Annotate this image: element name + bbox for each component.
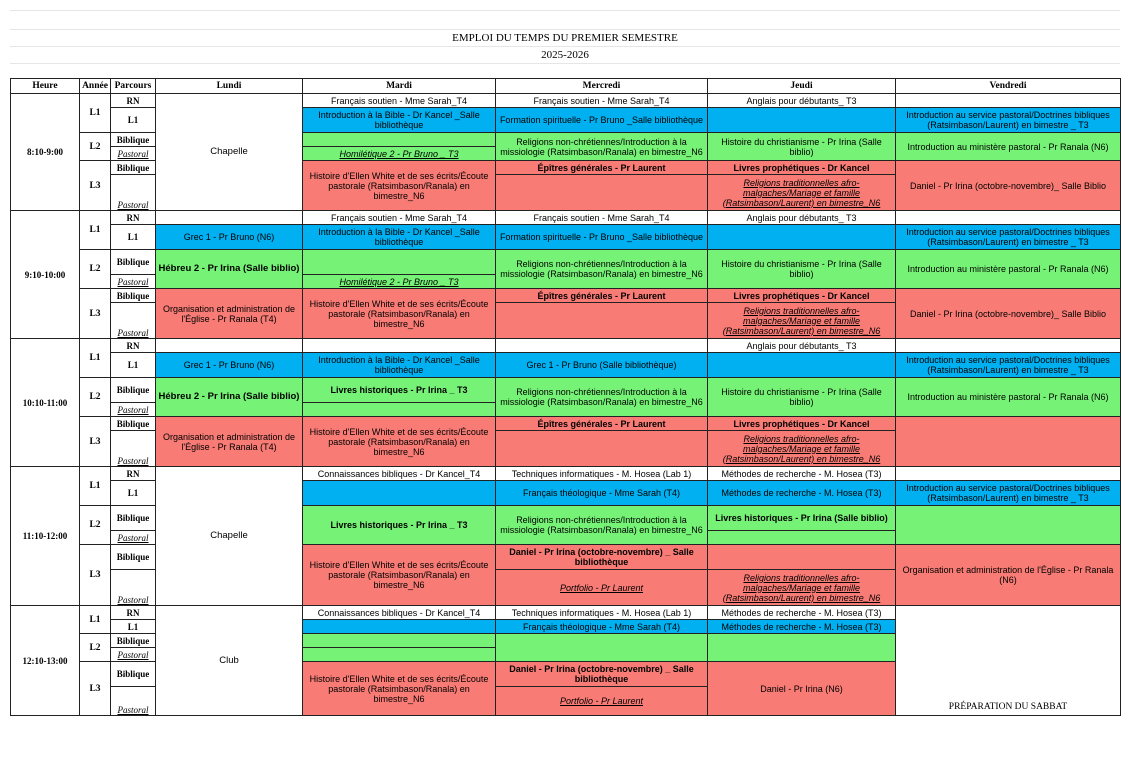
- col-jeudi: Jeudi: [708, 79, 896, 94]
- course-cell: [708, 545, 896, 570]
- course-cell: [496, 303, 708, 339]
- track-cell: Biblique: [111, 289, 156, 303]
- course-cell: Daniel - Pr Irina (octobre-novembre)_ Salle Biblio: [896, 161, 1121, 211]
- col-annee: Année: [80, 79, 111, 94]
- course-cell: [303, 634, 496, 648]
- course-cell: [496, 431, 708, 467]
- track-cell: Biblique: [111, 378, 156, 403]
- table-row: [11, 250, 1121, 275]
- hour-cell: 11:10-12:00: [11, 467, 80, 606]
- course-cell: Formation spirituelle - Pr Bruno _Salle bibliothèque: [496, 225, 708, 250]
- track-cell: Biblique: [111, 250, 156, 275]
- course-cell: Français soutien - Mme Sarah_T4: [496, 94, 708, 108]
- course-cell: Introduction au service pastoral/Doctrines bibliques (Ratsimbason/Laurent) en bimestre _ T3: [896, 225, 1121, 250]
- col-vendredi: Vendredi: [896, 79, 1121, 94]
- table-row: [11, 211, 1121, 225]
- track-cell: Pastoral: [111, 648, 156, 662]
- year-cell: L3: [80, 161, 111, 211]
- course-cell: [896, 211, 1121, 225]
- course-cell: Connaissances bibliques - Dr Kancel_T4: [303, 467, 496, 481]
- table-row: [11, 467, 1121, 481]
- course-cell: Organisation et administration de l'Église - Pr Ranala (T4): [156, 289, 303, 339]
- col-heure: Heure: [11, 79, 80, 94]
- track-cell: Pastoral: [111, 531, 156, 545]
- course-cell: Homilétique 2 - Pr Bruno _ T3: [303, 275, 496, 289]
- course-cell: Histoire d'Ellen White et de ses écrits/Écoute pastorale (Ratsimbason/Ranala) en bimestre_N6: [303, 662, 496, 716]
- course-cell: Religions traditionnelles afro-malgaches/Mariage et famille (Ratsimbason/Laurent) en bimestre_N6: [708, 431, 896, 467]
- track-cell: L1: [111, 620, 156, 634]
- track-cell: Pastoral: [111, 175, 156, 211]
- year-cell: L2: [80, 250, 111, 289]
- course-cell: Religions traditionnelles afro-malgaches/Mariage et famille (Ratsimbason/Laurent) en bimestre_N6: [708, 303, 896, 339]
- table-row: [11, 94, 1121, 108]
- col-parcours: Parcours: [111, 79, 156, 94]
- track-cell: Biblique: [111, 662, 156, 687]
- course-cell: Connaissances bibliques - Dr Kancel_T4: [303, 606, 496, 620]
- course-cell: Religions non-chrétiennes/Introduction à la missiologie (Ratsimbason/Ranala) en bimestre_N6: [496, 506, 708, 545]
- table-row: [11, 289, 1121, 303]
- course-cell: Religions non-chrétiennes/Introduction à la missiologie (Ratsimbason/Ranala) en bimestre_N6: [496, 378, 708, 417]
- year-cell: L1: [80, 211, 111, 250]
- course-cell: Méthodes de recherche - M. Hosea (T3): [708, 606, 896, 620]
- course-cell: Introduction à la Bible - Dr Kancel _Salle bibliothèque: [303, 353, 496, 378]
- track-cell: Pastoral: [111, 303, 156, 339]
- track-cell: Pastoral: [111, 403, 156, 417]
- course-cell: Introduction au ministère pastoral - Pr Ranala (N6): [896, 378, 1121, 417]
- track-cell: Pastoral: [111, 687, 156, 716]
- table-row: [11, 225, 1121, 250]
- lundi-cell: Chapelle: [156, 467, 303, 606]
- course-cell: Méthodes de recherche - M. Hosea (T3): [708, 467, 896, 481]
- year-cell: L3: [80, 417, 111, 467]
- course-cell: [303, 648, 496, 662]
- year-cell: L3: [80, 662, 111, 716]
- course-cell: [896, 94, 1121, 108]
- course-cell: Religions traditionnelles afro-malgaches/Mariage et famille (Ratsimbason/Laurent) en bimestre_N6: [708, 175, 896, 211]
- schedule-year: 2025-2026: [10, 46, 1120, 64]
- header-row: [11, 79, 1121, 94]
- track-cell: Biblique: [111, 634, 156, 648]
- course-cell: Méthodes de recherche - M. Hosea (T3): [708, 620, 896, 634]
- course-cell: Techniques informatiques - M. Hosea (Lab 1): [496, 467, 708, 481]
- course-cell: Daniel - Pr Irina (octobre-novembre) _ Salle bibliothèque: [496, 662, 708, 687]
- year-cell: L1: [80, 339, 111, 378]
- track-cell: Biblique: [111, 506, 156, 531]
- col-mercredi: Mercredi: [496, 79, 708, 94]
- course-cell: Histoire du christianisme - Pr Irina (Salle biblio): [708, 133, 896, 161]
- course-cell: Français théologique - Mme Sarah (T4): [496, 620, 708, 634]
- course-cell: [708, 353, 896, 378]
- course-cell: Daniel - Pr Irina (N6): [708, 662, 896, 716]
- track-cell: Biblique: [111, 161, 156, 175]
- course-cell: [708, 634, 896, 662]
- header-spacer-1: [10, 10, 1120, 30]
- course-cell: Épîtres générales - Pr Laurent: [496, 289, 708, 303]
- course-cell: Anglais pour débutants_ T3: [708, 211, 896, 225]
- year-cell: L3: [80, 289, 111, 339]
- course-cell: Portfolio - Pr Laurent: [496, 570, 708, 606]
- track-cell: RN: [111, 467, 156, 481]
- year-cell: L2: [80, 506, 111, 545]
- course-cell: Livres historiques - Pr Irina (Salle biblio): [708, 506, 896, 531]
- course-cell: [303, 339, 496, 353]
- course-cell: [708, 225, 896, 250]
- hour-cell: 8:10-9:00: [11, 94, 80, 211]
- year-cell: L2: [80, 378, 111, 417]
- lundi-cell: Chapelle: [156, 94, 303, 211]
- course-cell: Religions non-chrétiennes/Introduction à la missiologie (Ratsimbason/Ranala) en bimestre_N6: [496, 250, 708, 289]
- course-cell: Anglais pour débutants_ T3: [708, 94, 896, 108]
- table-row: [11, 339, 1121, 353]
- course-cell: Histoire du christianisme - Pr Irina (Salle biblio): [708, 378, 896, 417]
- course-cell: [708, 108, 896, 133]
- year-cell: L3: [80, 545, 111, 606]
- track-cell: Pastoral: [111, 275, 156, 289]
- hour-cell: 9:10-10:00: [11, 211, 80, 339]
- track-cell: Pastoral: [111, 570, 156, 606]
- course-cell: Portfolio - Pr Laurent: [496, 687, 708, 716]
- course-cell: [708, 531, 896, 545]
- col-mardi: Mardi: [303, 79, 496, 94]
- course-cell: Daniel - Pr Irina (octobre-novembre)_ Salle Biblio: [896, 289, 1121, 339]
- course-cell: Introduction au ministère pastoral - Pr Ranala (N6): [896, 133, 1121, 161]
- course-cell: [496, 175, 708, 211]
- year-cell: L1: [80, 606, 111, 634]
- course-cell: [303, 403, 496, 417]
- course-cell: Méthodes de recherche - M. Hosea (T3): [708, 481, 896, 506]
- track-cell: L1: [111, 481, 156, 506]
- course-cell: Grec 1 - Pr Bruno (N6): [156, 225, 303, 250]
- track-cell: Pastoral: [111, 431, 156, 467]
- course-cell: Livres prophétiques - Dr Kancel: [708, 417, 896, 431]
- year-cell: L2: [80, 634, 111, 662]
- course-cell: Introduction au service pastoral/Doctrines bibliques (Ratsimbason/Laurent) en bimestre _ T3: [896, 481, 1121, 506]
- timetable: [10, 78, 1121, 716]
- track-cell: Biblique: [111, 133, 156, 147]
- vendredi-sabbat-cell: PRÉPARATION DU SABBAT: [896, 606, 1121, 716]
- course-cell: Formation spirituelle - Pr Bruno _Salle bibliothèque: [496, 108, 708, 133]
- course-cell: Livres historiques - Pr Irina _ T3: [303, 378, 496, 403]
- track-cell: RN: [111, 606, 156, 620]
- course-cell: Français soutien - Mme Sarah_T4: [496, 211, 708, 225]
- year-cell: L2: [80, 133, 111, 161]
- course-cell: [496, 339, 708, 353]
- course-cell: Histoire d'Ellen White et de ses écrits/Écoute pastorale (Ratsimbason/Ranala) en bimestre_N6: [303, 417, 496, 467]
- header-spacer-2: [10, 63, 1120, 78]
- course-cell: [303, 620, 496, 634]
- course-cell: Introduction au service pastoral/Doctrines bibliques (Ratsimbason/Laurent) en bimestre _ T3: [896, 108, 1121, 133]
- course-cell: [496, 634, 708, 662]
- course-cell: Hébreu 2 - Pr Irina (Salle biblio): [156, 250, 303, 289]
- table-row: [11, 378, 1121, 403]
- schedule-title: EMPLOI DU TEMPS DU PREMIER SEMESTRE: [10, 29, 1120, 47]
- course-cell: [303, 481, 496, 506]
- course-cell: Histoire d'Ellen White et de ses écrits/Écoute pastorale (Ratsimbason/Ranala) en bimestre_N6: [303, 289, 496, 339]
- lundi-cell: Club: [156, 606, 303, 716]
- course-cell: Histoire du christianisme - Pr Irina (Salle biblio): [708, 250, 896, 289]
- track-cell: Biblique: [111, 545, 156, 570]
- track-cell: L1: [111, 225, 156, 250]
- course-cell: Introduction à la Bible - Dr Kancel _Salle bibliothèque: [303, 225, 496, 250]
- course-cell: Histoire d'Ellen White et de ses écrits/Écoute pastorale (Ratsimbason/Ranala) en bimestre_N6: [303, 545, 496, 606]
- course-cell: Histoire d'Ellen White et de ses écrits/Écoute pastorale (Ratsimbason/Ranala) en bimestre_N6: [303, 161, 496, 211]
- course-cell: Introduction au service pastoral/Doctrines bibliques (Ratsimbason/Laurent) en bimestre _ T3: [896, 353, 1121, 378]
- table-row: [11, 417, 1121, 431]
- course-cell: Anglais pour débutants_ T3: [708, 339, 896, 353]
- course-cell: Religions non-chrétiennes/Introduction à la missiologie (Ratsimbason/Ranala) en bimestre_N6: [496, 133, 708, 161]
- course-cell: Organisation et administration de l'Église - Pr Ranala (T4): [156, 417, 303, 467]
- course-cell: Religions traditionnelles afro-malgaches/Mariage et famille (Ratsimbason/Laurent) en bimestre_N6: [708, 570, 896, 606]
- course-cell: Introduction au ministère pastoral - Pr Ranala (N6): [896, 250, 1121, 289]
- year-cell: L1: [80, 94, 111, 133]
- course-cell: [303, 250, 496, 275]
- course-cell: Livres historiques - Pr Irina _ T3: [303, 506, 496, 545]
- course-cell: Organisation et administration de l'Église - Pr Ranala (N6): [896, 545, 1121, 606]
- track-cell: Pastoral: [111, 147, 156, 161]
- hour-cell: 10:10-11:00: [11, 339, 80, 467]
- course-cell: Hébreu 2 - Pr Irina (Salle biblio): [156, 378, 303, 417]
- course-cell: Livres prophétiques - Dr Kancel: [708, 289, 896, 303]
- course-cell: [896, 339, 1121, 353]
- track-cell: RN: [111, 94, 156, 108]
- course-cell: [896, 506, 1121, 545]
- col-lundi: Lundi: [156, 79, 303, 94]
- course-cell: Épîtres générales - Pr Laurent: [496, 161, 708, 175]
- lundi-cell: [156, 339, 303, 353]
- track-cell: L1: [111, 353, 156, 378]
- course-cell: [896, 417, 1121, 467]
- table-row: [11, 606, 1121, 620]
- course-cell: [303, 133, 496, 147]
- table-row: [11, 353, 1121, 378]
- year-cell: L1: [80, 467, 111, 506]
- course-cell: Daniel - Pr Irina (octobre-novembre) _ Salle bibliothèque: [496, 545, 708, 570]
- track-cell: RN: [111, 211, 156, 225]
- course-cell: Livres prophétiques - Dr Kancel: [708, 161, 896, 175]
- track-cell: RN: [111, 339, 156, 353]
- hour-cell: 12:10-13:00: [11, 606, 80, 716]
- course-cell: Introduction à la Bible - Dr Kancel _Salle bibliothèque: [303, 108, 496, 133]
- course-cell: Grec 1 - Pr Bruno (N6): [156, 353, 303, 378]
- course-cell: [896, 467, 1121, 481]
- course-cell: Français soutien - Mme Sarah_T4: [303, 211, 496, 225]
- track-cell: L1: [111, 108, 156, 133]
- lundi-cell: [156, 211, 303, 225]
- course-cell: Techniques informatiques - M. Hosea (Lab 1): [496, 606, 708, 620]
- course-cell: Français théologique - Mme Sarah (T4): [496, 481, 708, 506]
- course-cell: Homilétique 2 - Pr Bruno _ T3: [303, 147, 496, 161]
- course-cell: Français soutien - Mme Sarah_T4: [303, 94, 496, 108]
- course-cell: Grec 1 - Pr Bruno (Salle bibliothèque): [496, 353, 708, 378]
- track-cell: Biblique: [111, 417, 156, 431]
- course-cell: Épîtres générales - Pr Laurent: [496, 417, 708, 431]
